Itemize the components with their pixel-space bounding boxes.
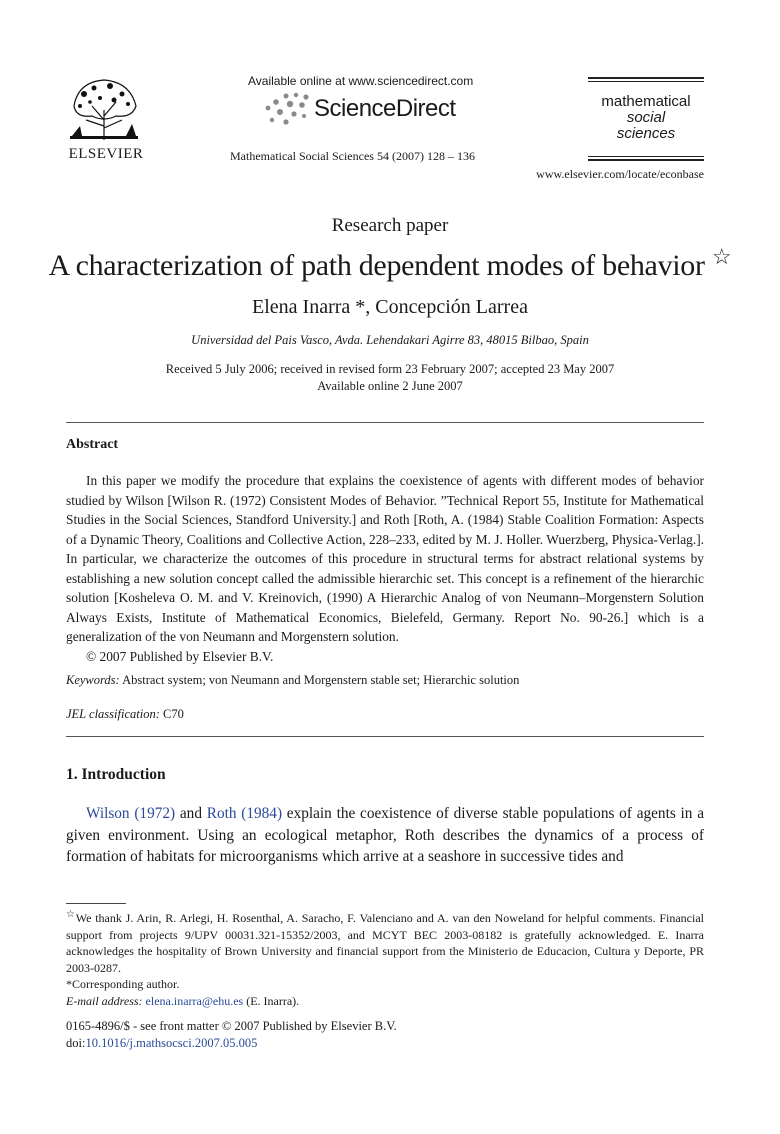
- journal-logo-line: social: [626, 109, 666, 126]
- email-suffix: (E. Inarra).: [243, 993, 300, 1008]
- logo-rule: [588, 156, 704, 157]
- front-matter: [66, 1018, 397, 1052]
- jel-classification: [66, 707, 184, 722]
- jel-value: C70: [159, 707, 184, 721]
- issn-line: 0165-4896/$ - see front matter © 2007 Published by Elsevier B.V.: [66, 1019, 397, 1033]
- elsevier-tree-icon: [66, 76, 142, 142]
- article-title: [0, 244, 780, 283]
- available-online-date: Available online 2 June 2007: [317, 379, 463, 393]
- available-online-text: Available online at www.sciencedirect.com: [248, 74, 474, 88]
- citation-link-wilson[interactable]: Wilson (1972): [86, 805, 176, 822]
- footnote-thanks: [66, 907, 704, 976]
- footnote-thanks-text: We thank J. Arin, R. Arlegi, H. Rosenthal, A. Saracho, F. Valenciano and A. van den Noweland for helpful comments. Financial support from projects 9/UPV 00031.321-15352/2003, and MCYT BEC 2003-08182 is gratefully acknowledged. E. Inarra acknowledges the hospitality of Brown University and financial support from the Ministerio de Educacion, Cultura y Deporte, PR 2003-0287.: [66, 911, 705, 975]
- jel-label: JEL classification:: [66, 707, 160, 721]
- doi-label: doi:: [66, 1036, 86, 1050]
- journal-logo-line: mathematical: [601, 93, 691, 110]
- affiliation: Universidad del Pais Vasco, Avda. Lehendakari Agirre 83, 48015 Bilbao, Spain: [191, 333, 589, 347]
- footnote-email: [66, 993, 704, 1010]
- introduction-text: explain the coexistence of diverse stable populations of agents in a given environment. Using an ecological metaphor, Roth describes the dynamics of a process of formation of habitats for microorganisms which arrive at a seashore in successive tides and: [66, 805, 704, 865]
- abstract-heading: Abstract: [66, 437, 119, 452]
- doi-line: [66, 1035, 397, 1052]
- journal-logo-text: [588, 84, 704, 156]
- footnote-mark: ☆: [66, 909, 76, 920]
- logo-rule: [588, 81, 704, 82]
- divider: [66, 736, 704, 737]
- intro-and: and: [175, 805, 207, 822]
- divider: [66, 422, 704, 423]
- authors: Elena Inarra *, Concepción Larrea: [252, 296, 528, 318]
- section-heading-introduction: 1. Introduction: [66, 766, 166, 783]
- journal-url[interactable]: www.elsevier.com/locate/econbase: [536, 167, 704, 181]
- journal-logo: [588, 77, 704, 163]
- doi-link[interactable]: 10.1016/j.mathsocsci.2007.05.005: [85, 1036, 258, 1050]
- title-footnote-mark[interactable]: ☆: [711, 244, 732, 269]
- sciencedirect-wordmark: ScienceDirect: [314, 95, 456, 122]
- article-dates: [0, 361, 780, 395]
- keywords-label: Keywords:: [66, 673, 120, 687]
- email-label: E-mail address:: [66, 993, 143, 1008]
- article-title-text: A characterization of path dependent modes of behavior: [48, 249, 705, 282]
- footnote-rule: [66, 903, 126, 904]
- citation-link-roth[interactable]: Roth (1984): [206, 805, 283, 822]
- logo-rule: [588, 77, 704, 79]
- journal-citation: Mathematical Social Sciences 54 (2007) 128 – 136: [230, 149, 475, 163]
- introduction-body: [66, 803, 704, 868]
- introduction-paragraph: [66, 803, 704, 868]
- abstract-copyright: © 2007 Published by Elsevier B.V.: [86, 648, 274, 664]
- abstract-text: In this paper we modify the procedure that explains the coexistence of agents with different modes of behavior studied by Wilson [Wilson R. (1972) Consistent Modes of Behavior. ”Technical Report 55, Institute for Mathematical Studies in the Social Sciences, Standford University.] and Roth [Roth, A. (1984) Stable Coalition Formation: Aspects of a Dynamic Theory, Coalitions and Collective Action, 228–233, edited by M. J. Holler. Wuerzberg, Physica-Verlag.]. In particular, we characterize the outcomes of this procedure in structural terms for abstract relational systems by establishing a new solution concept called the admissible hierarchic set. This concept is a refinement of the hierarchic solution [Kosheleva O. M. and V. Kreinovich, (1990) A Hierarchic Analog of von Neumann–Morgenstern Solution Always Exists, Institute of Mathematical Economics, Bielefeld, Germany. Report No. 90-26.] which is a generalization of the von Neumann and Morgenstern solution.: [66, 473, 704, 644]
- email-link[interactable]: elena.inarra@ehu.es: [145, 993, 244, 1008]
- footnotes: [66, 907, 704, 1009]
- footnote-corresponding: *Corresponding author.: [66, 977, 180, 991]
- journal-logo-line: sciences: [616, 125, 676, 142]
- elsevier-logo: [66, 76, 146, 163]
- keywords: [66, 673, 519, 688]
- keywords-value: Abstract system; von Neumann and Morgenstern stable set; Hierarchic solution: [119, 673, 520, 687]
- logo-rule: [588, 159, 704, 161]
- received-dates: Received 5 July 2006; received in revised form 23 February 2007; accepted 23 May 2007: [165, 362, 615, 376]
- paper-type: Research paper: [331, 215, 449, 236]
- abstract-body: [66, 471, 704, 666]
- publisher-name: ELSEVIER: [68, 146, 144, 162]
